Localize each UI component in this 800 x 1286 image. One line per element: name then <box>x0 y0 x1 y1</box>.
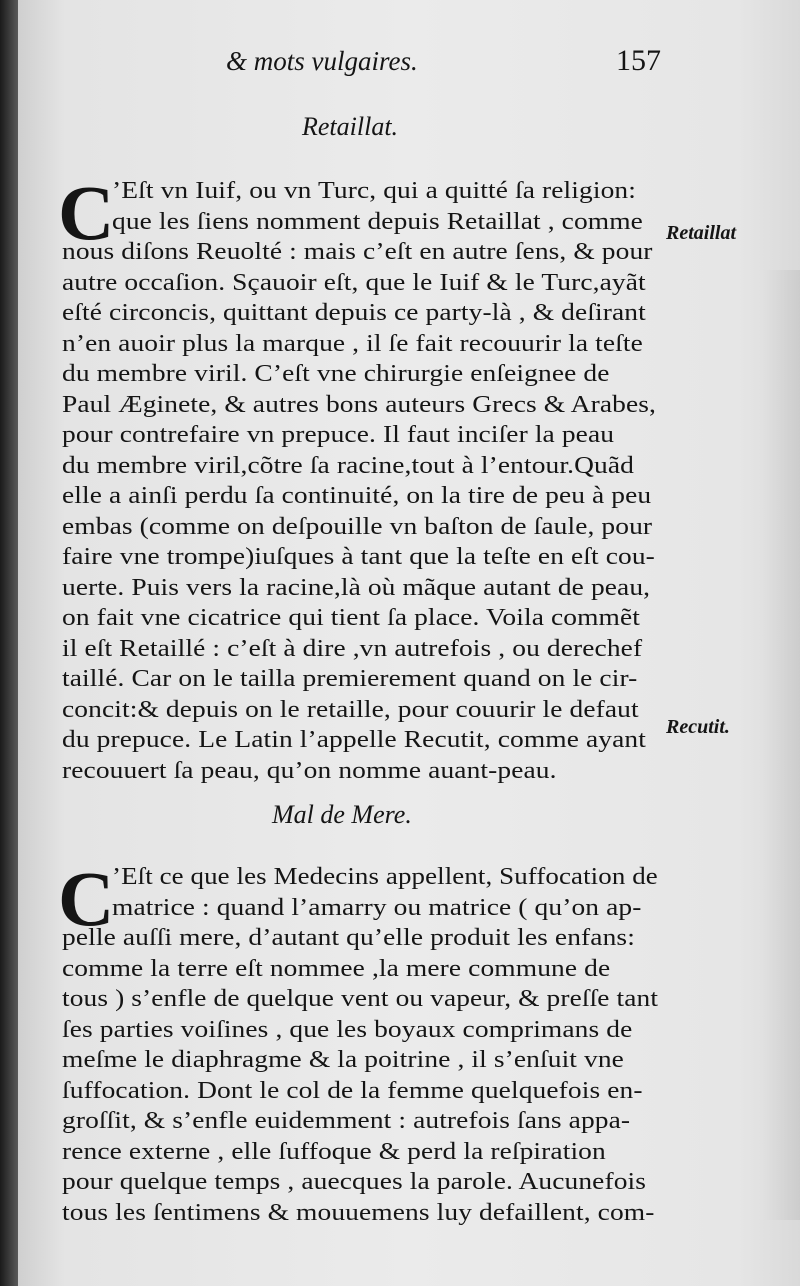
text-line: du membre viril,cõtre ſa racine,tout à l’entour.Quãd <box>62 451 634 479</box>
text-line: faire vne trompe)iuſques à tant que la teſte en eſt cou- <box>62 543 655 570</box>
text-line: ſuffocation. Dont le col de la femme quelquefois en- <box>62 1076 643 1104</box>
drop-cap-mal-de-mere: C <box>58 855 115 942</box>
text-line: nous diſons Reuolté : mais c’eſt en autre ſens, & pour <box>62 238 653 265</box>
text-line: on fait vne cicatrice qui tient ſa place. Voila commẽt <box>62 604 641 631</box>
text-line: uerte. Puis vers la racine,là où mãque autant de peau, <box>62 573 651 601</box>
text-line: elle a ainſi perdu ſa continuité, on la tire de peu à peu <box>62 482 652 509</box>
section-heading-retaillat: Retaillat. <box>302 112 399 141</box>
text-line: recouuert ſa peau, qu’on nomme auant-peau. <box>62 756 557 784</box>
page-header <box>18 42 800 82</box>
text-line: matrice : quand l’amarry ou matrice ( qu’on ap- <box>112 893 642 921</box>
text-line: pelle auſſi mere, d’autant qu’elle produit les enfans: <box>62 924 635 951</box>
text-line: du prepuce. Le Latin l’appelle Recutit, comme ayant <box>62 726 647 753</box>
text-line: meſme le diaphragme & la poitrine , il s’enſuit vne <box>62 1046 624 1073</box>
drop-cap-retaillat: C <box>58 169 115 256</box>
text-line: tous ) s’enfle de quelque vent ou vapeur, & preſſe tant <box>62 985 659 1012</box>
book-gutter <box>0 0 18 1286</box>
section-body-retaillat <box>62 176 658 786</box>
text-line: pour contrefaire vn prepuce. Il faut inciſer la peau <box>62 421 615 448</box>
section-heading-mal-de-mere: Mal de Mere. <box>272 800 412 829</box>
text-line: il eſt Retaillé : c’eſt à dire ,vn autrefois , ou derechef <box>62 634 643 662</box>
text-line: pour quelque temps , auecques la parole. Aucunefois <box>62 1168 647 1195</box>
text-line: taillé. Car on le tailla premierement quand on le cir- <box>62 665 638 692</box>
margin-note-retaillat: Retaillat <box>666 222 736 244</box>
text-line: Paul Æginete, & autres bons auteurs Grecs & Arabes, <box>62 390 657 418</box>
page-edge-shadow <box>762 270 800 1220</box>
text-line: embas (comme on deſpouille vn baſton de ſaule, pour <box>62 512 653 540</box>
text-line: autre occaſion. Sçauoir eſt, que le Iuif & le Turc,ayãt <box>62 268 646 296</box>
text-line: ’Eſt vn Iuif, ou vn Turc, qui a quitté ſa religion: <box>112 177 636 204</box>
book-page <box>18 0 800 1286</box>
text-line: que les ſiens nomment depuis Retaillat , comme <box>112 207 643 235</box>
text-line: tous les ſentimens & mouuemens luy defaillent, com- <box>62 1198 655 1226</box>
text-line: n’en auoir plus la marque , il ſe fait recouurir la teſte <box>62 329 643 357</box>
text-line: ſes parties voiſines , que les boyaux comprimans de <box>62 1015 633 1043</box>
running-title: & mots vulgaires. <box>226 46 418 76</box>
text-line: ’Eſt ce que les Medecins appellent, Suffocation de <box>112 863 658 890</box>
text-line: comme la terre eſt nommee ,la mere commune de <box>62 954 611 982</box>
margin-note-recutit: Recutit. <box>666 716 730 738</box>
text-line: rence externe , elle ſuffoque & perd la reſpiration <box>62 1137 606 1165</box>
text-line: eſté circoncis, quittant depuis ce party-là , & deſirant <box>62 299 646 326</box>
text-line: du membre viril. C’eſt vne chirurgie enſeignee de <box>62 360 610 387</box>
text-line: groſſit, & s’enfle euidemment : autrefois ſans appa- <box>62 1107 631 1134</box>
text-line: concit:& depuis on le retaille, pour couurir le defaut <box>62 695 639 723</box>
page-number: 157 <box>616 44 661 77</box>
section-body-mal-de-mere <box>62 862 658 1228</box>
